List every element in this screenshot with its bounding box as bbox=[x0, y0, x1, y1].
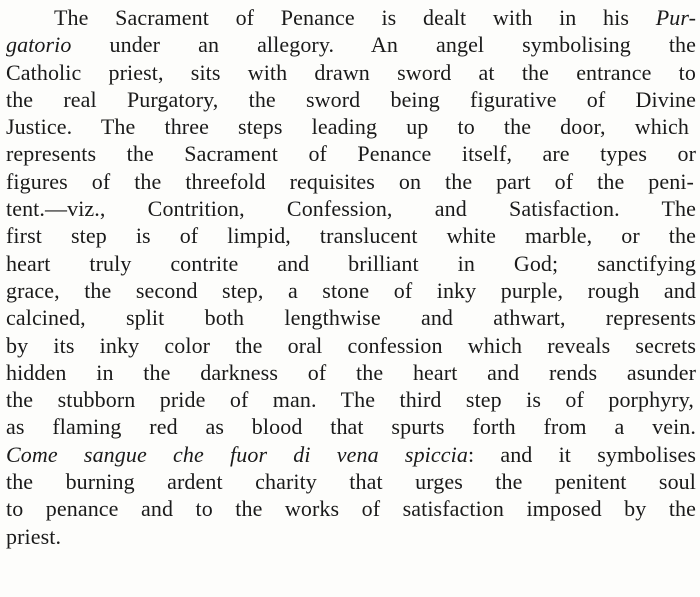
text-run: first step is of limpid, translucent white marble, or the bbox=[6, 223, 696, 249]
text-line bbox=[6, 250, 696, 277]
text-line bbox=[6, 195, 696, 222]
text-line bbox=[6, 140, 696, 167]
text-run: as flaming red as blood that spurts forth from a vein. bbox=[6, 414, 696, 440]
text-line bbox=[6, 113, 689, 140]
text-run: grace, the second step, a stone of inky purple, rough and bbox=[6, 277, 696, 303]
text-run: The Sacrament of Penance is dealt with in his bbox=[54, 5, 656, 30]
text-line bbox=[6, 59, 696, 86]
text-run: the stubborn pride of man. The third step is of porphyry, bbox=[6, 387, 694, 413]
paragraph bbox=[6, 4, 696, 550]
text-run: Catholic priest, sits with drawn sword at the entrance to bbox=[6, 59, 696, 85]
text-line bbox=[6, 304, 696, 331]
text-line bbox=[6, 468, 696, 495]
text-line bbox=[6, 31, 696, 58]
text-line bbox=[6, 495, 696, 522]
text-line bbox=[6, 277, 696, 304]
text-run: by its inky color the oral confession which reveals secrets bbox=[6, 332, 696, 358]
italic-run: Come sangue che fuor di vena spiccia bbox=[6, 441, 468, 467]
italic-run: gatorio bbox=[6, 32, 72, 58]
text-line bbox=[6, 359, 696, 386]
text-line bbox=[6, 332, 696, 359]
text-run: represents the Sacrament of Penance itself, are types or bbox=[6, 141, 696, 167]
text-run: under an allegory. An angel symbolising the bbox=[71, 32, 696, 58]
text-run: heart truly contrite and brilliant in God; sanctifying bbox=[6, 250, 696, 276]
text-line bbox=[6, 168, 694, 195]
text-run: the real Purgatory, the sword being figurative of Divine bbox=[6, 86, 696, 112]
text-run: hidden in the darkness of the heart and rends asunder bbox=[6, 359, 696, 385]
text-run: figures of the threefold requisites on the part of the peni- bbox=[6, 168, 694, 194]
text-run: priest. bbox=[6, 523, 62, 549]
text-run: Justice. The three steps leading up to the door, which bbox=[6, 114, 689, 140]
text-run: tent.—viz., Contrition, Confession, and Satisfaction. The bbox=[6, 196, 696, 222]
text-line bbox=[6, 386, 694, 413]
text-line bbox=[6, 441, 696, 468]
text-run: to penance and to the works of satisfaction imposed by the bbox=[6, 496, 696, 522]
text-line bbox=[6, 86, 696, 113]
text-line bbox=[6, 523, 696, 550]
text-line bbox=[6, 413, 696, 440]
text-line bbox=[6, 222, 696, 249]
italic-run: Pur- bbox=[655, 5, 696, 30]
text-run: the burning ardent charity that urges the penitent soul bbox=[6, 469, 696, 495]
text-run: calcined, split both lengthwise and athwart, represents bbox=[6, 305, 696, 331]
text-run: : and it symbolises bbox=[467, 441, 696, 467]
text-line bbox=[6, 4, 696, 31]
